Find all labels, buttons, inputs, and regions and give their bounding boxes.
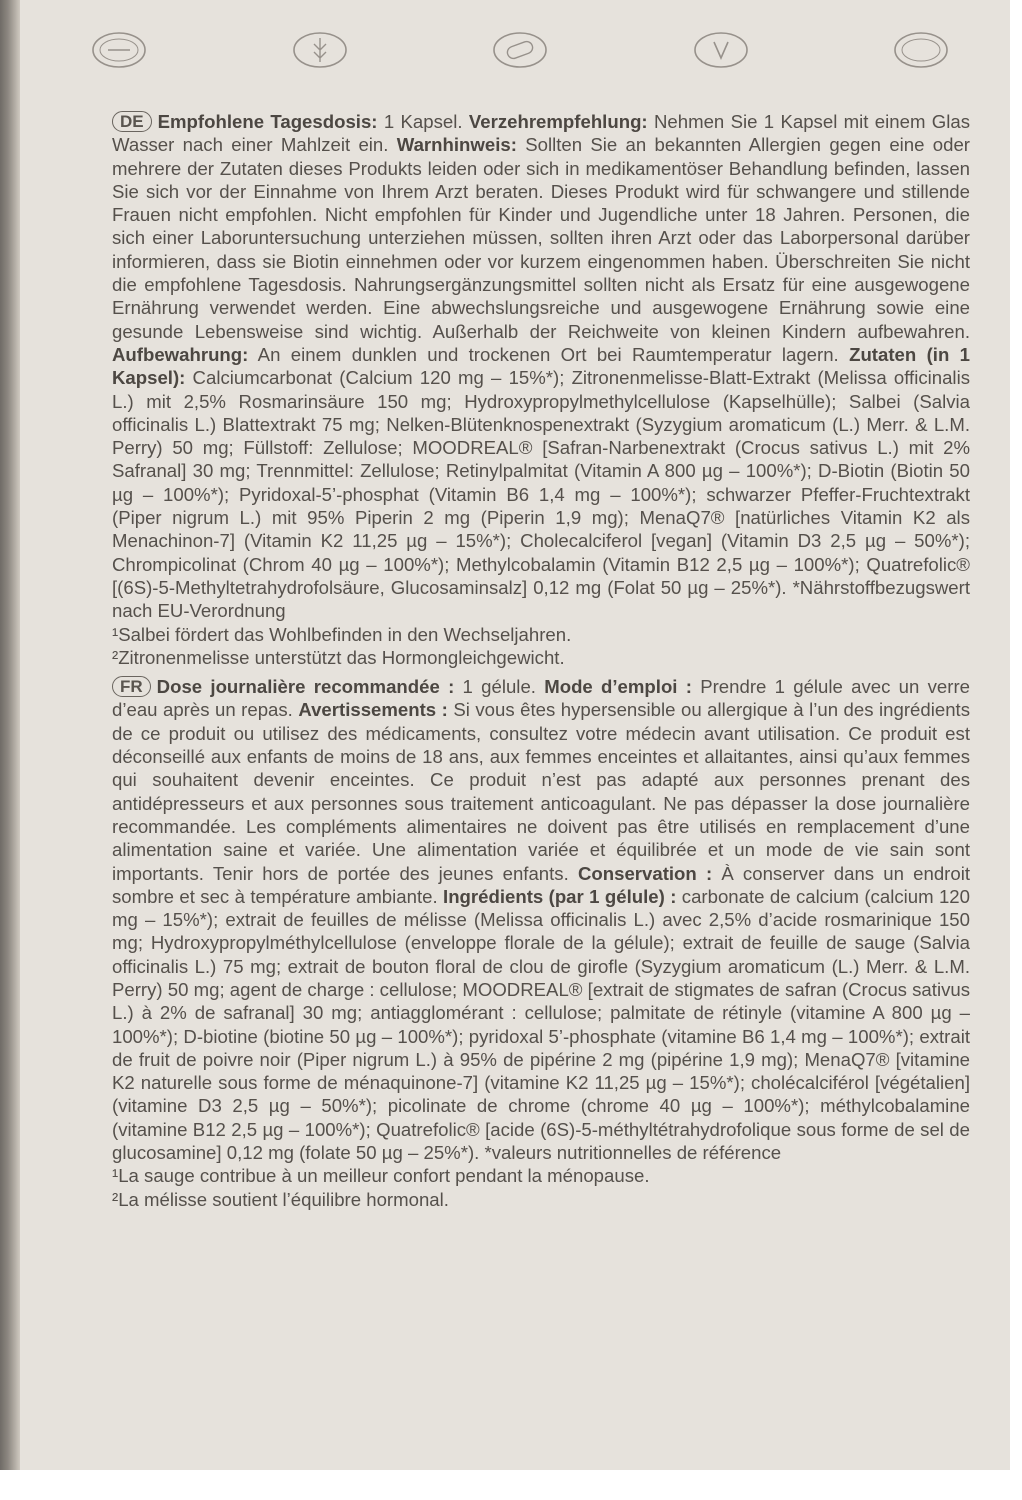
fr-warning-label: Avertissements : <box>298 699 448 721</box>
de-ingredients-label: Zutaten (in 1 Kapsel): <box>112 343 971 389</box>
capsule-icon <box>481 26 559 74</box>
de-footnote-1: ¹Salbei fördert das Wohlbefinden in den Wechseljahren. <box>112 623 572 645</box>
fr-footnote-2: ²La mélisse soutient l’équilibre hormonal. <box>112 1188 449 1210</box>
de-usage-text: Nehmen Sie 1 Kapsel mit einem Glas Wasser nach einer Mahlzeit ein. <box>112 111 971 156</box>
fr-language-badge: FR <box>112 676 151 697</box>
fr-storage-label: Conservation : <box>577 862 713 884</box>
fr-usage-label: Mode d’emploi : <box>544 676 692 698</box>
box-bottom-edge <box>0 1470 1022 1500</box>
fr-storage-text: À conserver dans un endroit sombre et sec à température ambiante. <box>112 862 970 907</box>
fr-footnote-1: ¹La sauge contribue à un meilleur confort pendant la ménopause. <box>112 1165 650 1187</box>
fr-ingredients-label: Ingrédients (par 1 gélule) : <box>443 885 677 907</box>
de-ingredients-text: Calciumcarbonat (Calcium 120 mg – 15%*); Zitronenmelisse-Blatt-Extrakt (Melissa officinalis L.) mit 2,5% Rosmarinsäure 150 mg; Hydroxypropylmethylcellulose (Kapselhülle); Salbei (Salvia officinalis L.) Blattextrakt 75 mg; Nelken-Blütenknospenextrakt (Syzygium aromaticum (L.) Merr. & L.M. Perry) 50 mg; Füllstoff: Zellulose; MOODREAL® [Safran-Narbenextrakt (Crocus sativus L.) mit 2% Safranal] 30 mg; Trennmittel: Zellulose; Retinylpalmitat (Vitamin A 800 µg – 100%*); D-Biotin (Biotin 50 µg – 100%*); Pyridoxal-5’-phosphat (Vitamin B6 1,4 mg – 100%*); schwarzer Pfeffer-Fruchtextrakt (Piper nigrum L.) mit 95% Piperin 2 mg (Piperin 1,9 mg); MenaQ7® [natürliches Vitamin K2 als Menachinon-7] (Vitamin K2 11,25 µg – 15%*); Cholecalciferol [vegan] (Vitamin D3 2,5 µg – 50%*); Chrompicolinat (Chrom 40 µg – 100%*); Methylcobalamin (Vitamin B12 2,5 µg – 100%*); Quatrefolic® [(6S)-5-Methyltetrahydrofolsäure, Glucosaminsalz] 0,12 mg (Folat 50 µg – 25%*). *Nährstoffbezugswert nach EU-Verordnung <box>112 367 970 622</box>
box-side-edge <box>0 0 20 1470</box>
de-warning-text: Sollten Sie an bekannten Allergien gegen eine oder mehrere der Zutaten dieses Produkts leiden oder sich in medikamentöser Behandlung befinden, lassen Sie sich vor der Einnahme von Ihrem Arzt beraten. Dieses Produkt wird für schwangere und stillende Frauen nicht empfohlen. Nicht empfohlen für Kinder und Jugendliche unter 18 Jahren. Personen, die sich einer Laboruntersuchung unterziehen müssen, sollten ihren Arzt oder das Laborpersonal darüber informieren, dass sie Biotin einnehmen oder vor kurzem eingenommen haben. Überschreiten Sie nicht die empfohlene Tagesdosis. Nahrungsergänzungsmittel sollten nicht als Ersatz für eine ausgewogene Ernährung verwendet werden. Eine abwechslungsreiche und ausgewogene Ernährung sowie eine gesunde Lebensweise sind wichtig. Außerhalb der Reichweite von kleinen Kindern aufbewahren. <box>112 134 971 342</box>
de-language-badge: DE <box>112 111 152 132</box>
certification-icons-row <box>80 10 960 90</box>
de-storage-text: An einem dunklen und trockenen Ort bei Raumtemperatur lagern. <box>248 343 850 365</box>
lactose-free-icon <box>80 26 158 74</box>
de-usage-label: Verzehrempfehlung: <box>468 111 648 132</box>
fr-dose-text: 1 gélule. <box>454 676 545 698</box>
de-storage-label: Aufbewahrung: <box>112 343 249 365</box>
vegan-icon <box>682 26 760 74</box>
de-footnote-2: ²Zitronenmelisse unterstützt das Hormongleichgewicht. <box>112 646 565 668</box>
fr-dose-label: Dose journalière recommandée : <box>156 676 455 698</box>
fr-paragraph <box>112 675 970 1164</box>
de-dose-label: Empfohlene Tagesdosis: <box>157 111 378 132</box>
gluten-free-icon <box>281 26 359 74</box>
label-text-area <box>112 110 970 1211</box>
de-paragraph <box>112 110 970 623</box>
de-dose-text: 1 Kapsel. <box>377 111 469 132</box>
fr-ingredients-text: carbonate de calcium (calcium 120 mg – 15%*); extrait de feuilles de mélisse (Melissa officinalis L.) avec 2,5% d’acide rosmarinique 150 mg; Hydroxypropylméthylcellulose (enveloppe florale de la gélule); extrait de feuille de sauge (Salvia officinalis L.) 75 mg; extrait de bouton floral de clou de girofle (Syzygium aromaticum (L.) Merr. & L.M. Perry) 50 mg; agent de charge : cellulose; MOODREAL® [extrait de stigmates de safran (Crocus sativus L.) à 2% de safranal] 30 mg; antiagglomérant : cellulose; palmitate de rétinyle (vitamine A 800 µg – 100%*); D-biotine (biotine 50 µg – 100%*); pyridoxal 5’-phosphate (vitamine B6 1,4 mg – 100%*); extrait de fruit de poivre noir (Piper nigrum L.) à 95% de pipérine 2 mg (pipérine 1,9 mg); MenaQ7® [vitamine K2 naturelle sous forme de ménaquinone-7] (vitamine K2 11,25 µg – 15%*); cholécalciférol [végétalien] (vitamine D3 2,5 µg – 50%*); picolinate de chrome (chrome 40 µg – 100%*); méthylcobalamine (vitamine B12 2,5 µg – 100%*); Quatrefolic® [acide (6S)-5-méthyltétrahydrofolique sous forme de sel de glucosamine] 0,12 mg (folate 50 µg – 25%*). *valeurs nutritionnelles de référence <box>112 885 971 1164</box>
de-warning-label: Warnhinweis: <box>396 134 517 156</box>
gmp-quality-icon <box>882 26 960 74</box>
fr-usage-text: Prendre 1 gélule avec un verre d’eau après un repas. <box>112 676 970 721</box>
fr-warning-text: Si vous êtes hypersensible ou allergique à l’un des ingrédients de ce produit ou utilisez des médicaments, consultez votre médecin avant utilisation. Ce produit est déconseillé aux enfants de moins de 18 ans, aux femmes enceintes et allaitantes, ainsi qu’aux femmes qui souhaitent devenir enceintes. Ce produit n’est pas adapté aux personnes prenant des antidépresseurs et aux personnes sous traitement anticoagulant. Ne pas dépasser la dose journalière recommandée. Les compléments alimentaires ne doivent pas être utilisés en remplacement d’une alimentation saine et variée. Une alimentation variée et équilibrée et un mode de vie sain sont importants. Tenir hors de portée des jeunes enfants. <box>112 699 970 884</box>
